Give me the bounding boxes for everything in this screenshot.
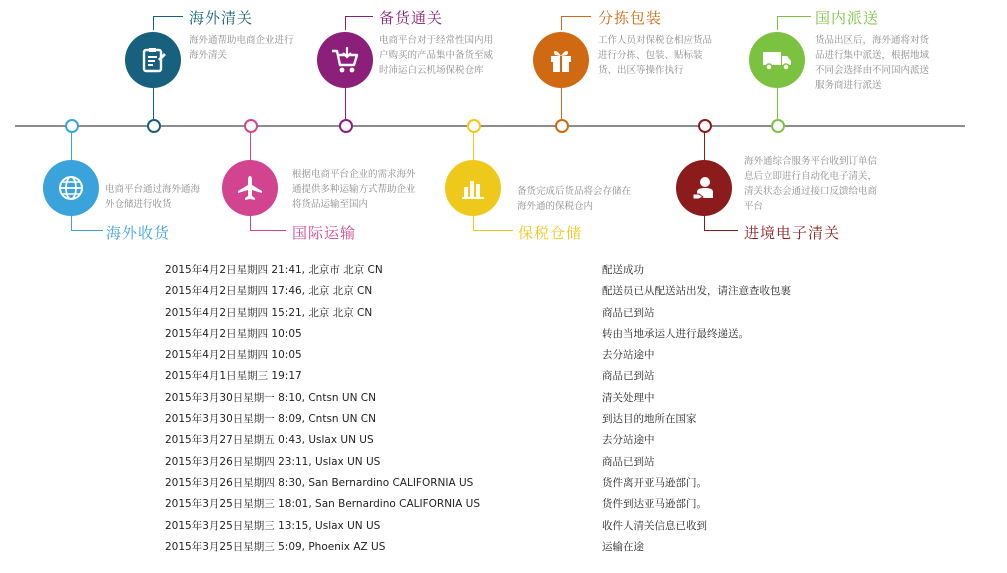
timeline-dot <box>467 119 481 133</box>
tracking-status: 运输在途 <box>602 540 644 553</box>
stage-title-overseas-customs: 海外清关 <box>189 9 254 27</box>
tracking-time: 2015年3月25日星期三 5:09, Phoenix AZ US <box>165 540 386 553</box>
tracking-row <box>165 539 865 560</box>
connector <box>71 230 103 231</box>
person-hand-icon <box>676 160 732 216</box>
tracking-row <box>165 518 865 539</box>
timeline-dot <box>698 119 712 133</box>
stage-title-bonded: 保税仓储 <box>518 224 583 242</box>
stage-desc-sorting: 工作人员对保税仓相应货品进行分拣、包装、贴标装货、出区等操作执行 <box>598 35 713 76</box>
connector <box>71 132 72 160</box>
tracking-row <box>165 390 865 411</box>
connector <box>704 230 738 231</box>
bar-chart-icon <box>445 160 501 216</box>
tracking-status: 去分站途中 <box>602 349 655 362</box>
connector <box>777 16 811 17</box>
tracking-time: 2015年3月26日星期四 23:11, Uslax UN US <box>165 455 381 468</box>
tracking-status: 到达目的地所在国家 <box>602 413 697 426</box>
connector <box>71 216 72 230</box>
tracking-time: 2015年4月2日星期四 21:41, 北京市 北京 CN <box>165 264 383 276</box>
tracking-row <box>165 411 865 432</box>
tracking-row <box>165 496 865 517</box>
tracking-log <box>165 262 865 560</box>
tracking-row <box>165 283 865 304</box>
tracking-status: 配送员已从配送站出发，请注意查收包裹 <box>602 285 791 298</box>
truck-icon <box>749 32 805 88</box>
connector <box>777 88 778 120</box>
stage-desc-overseas-customs: 海外通帮助电商企业进行海外清关 <box>189 35 294 61</box>
connector <box>345 16 373 17</box>
tracking-row <box>165 432 865 453</box>
tracking-row <box>165 368 865 389</box>
connector <box>777 16 778 30</box>
tracking-time: 2015年3月25日星期三 18:01, San Bernardino CALIFORNIA US <box>165 498 481 511</box>
tracking-row <box>165 475 865 496</box>
gift-box-icon <box>533 32 589 88</box>
connector <box>153 16 183 17</box>
tracking-time: 2015年4月1日星期三 19:17 <box>165 370 302 383</box>
tracking-row <box>165 262 865 283</box>
connector <box>704 132 705 160</box>
connector <box>561 88 562 120</box>
tracking-status: 清关处理中 <box>602 391 655 404</box>
timeline-dot <box>65 119 79 133</box>
tracking-row <box>165 347 865 368</box>
connector <box>345 16 346 30</box>
airplane-icon <box>222 160 278 216</box>
tracking-time: 2015年4月2日星期四 17:46, 北京 北京 CN <box>165 285 373 298</box>
stage-desc-stocking: 电商平台对于经常性国内用户购买的产品集中备货至威时沛运白云机场保税仓库 <box>379 35 494 76</box>
tracking-status: 货件到达亚马逊部门。 <box>602 498 707 511</box>
tracking-time: 2015年4月2日星期四 10:05 <box>165 327 302 340</box>
tracking-time: 2015年3月26日星期四 8:30, San Bernardino CALIFORNIA US <box>165 476 474 489</box>
tracking-status: 转由当地承运人进行最终递送。 <box>602 327 749 340</box>
connector <box>561 16 591 17</box>
stage-title-overseas-receive: 海外收货 <box>106 224 171 242</box>
tracking-status: 收件人清关信息已收到 <box>602 519 707 532</box>
connector <box>473 230 513 231</box>
tracking-time: 2015年3月25日星期三 13:15, Uslax UN US <box>165 519 381 532</box>
timeline-dot <box>771 119 785 133</box>
tracking-row <box>165 326 865 347</box>
tracking-status: 商品已到站 <box>602 306 655 319</box>
tracking-status: 商品已到站 <box>602 370 655 383</box>
connector <box>153 16 154 30</box>
tracking-time: 2015年4月2日星期四 10:05 <box>165 349 302 362</box>
timeline-dot <box>244 119 258 133</box>
stage-desc-bonded: 备货完成后货品将会存储在海外通的保税仓内 <box>517 186 632 212</box>
shopping-cart-icon <box>317 32 373 88</box>
tracking-time: 2015年4月2日星期四 15:21, 北京 北京 CN <box>165 306 373 319</box>
connector <box>561 16 562 30</box>
tracking-time: 2015年3月27日星期五 0:43, Uslax UN US <box>165 434 374 447</box>
stage-desc-ecustoms: 海外通综合服务平台收到订单信息后立即进行自动化电子清关，清关状态会通过接口反馈给电商平台 <box>744 156 878 212</box>
stage-desc-domestic: 货品出区后，海外通将对货品进行集中派送，根据地域不同会选择由不同国内派送服务商进行派送 <box>815 35 930 91</box>
tracking-status: 去分站途中 <box>602 434 655 447</box>
connector <box>250 216 251 230</box>
tracking-status: 货件离开亚马逊部门。 <box>602 476 707 489</box>
tracking-row <box>165 454 865 475</box>
tracking-row <box>165 305 865 326</box>
connector <box>704 216 705 230</box>
stage-title-ecustoms: 进境电子清关 <box>744 224 841 242</box>
tracking-status: 商品已到站 <box>602 455 655 468</box>
stage-title-sorting: 分拣包装 <box>598 9 663 27</box>
connector <box>473 132 474 160</box>
stage-title-stocking: 备货通关 <box>379 9 444 27</box>
tracking-status: 配送成功 <box>602 264 644 276</box>
timeline-dot <box>339 119 353 133</box>
stage-desc-international: 根据电商平台企业的需求海外通提供多种运输方式帮助企业将货品运输至国内 <box>292 169 416 210</box>
stage-desc-overseas-receive: 电商平台通过海外通海外仓储进行收货 <box>105 184 201 210</box>
connector <box>250 230 286 231</box>
connector <box>345 88 346 120</box>
stage-title-domestic: 国内派送 <box>815 9 880 27</box>
globe-icon <box>43 160 99 216</box>
stage-title-international: 国际运输 <box>292 224 357 242</box>
timeline-dot <box>147 119 161 133</box>
connector <box>473 216 474 230</box>
timeline-dot <box>555 119 569 133</box>
tracking-time: 2015年3月30日星期一 8:10, Cntsn UN CN <box>165 391 376 404</box>
tracking-time: 2015年3月30日星期一 8:09, Cntsn UN CN <box>165 413 376 426</box>
connector <box>250 132 251 160</box>
connector <box>153 88 154 120</box>
clipboard-icon <box>125 32 181 88</box>
